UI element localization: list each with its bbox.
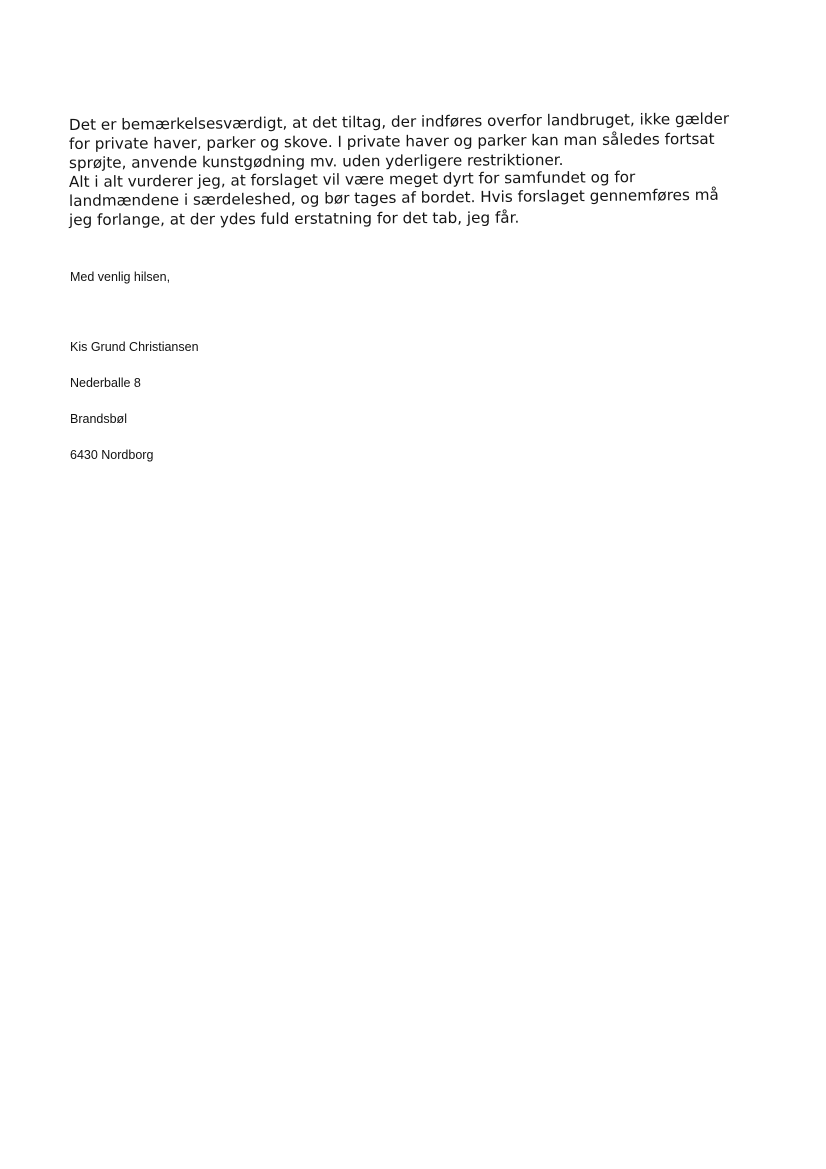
body-line: sprøjte, anvende kunstgødning mv. uden yderligere restriktioner.: [68, 150, 564, 172]
body-line: for private haver, parker og skove. I private haver og parker kan man således fortsat: [68, 129, 715, 153]
body-line: landmændene i særdeleshed, og bør tages af bordet. Hvis forslaget gennemføres må: [68, 185, 719, 210]
sender-name: Kis Grund Christiansen: [70, 340, 199, 354]
letter-body: [68, 109, 769, 230]
body-line: Alt i alt vurderer jeg, at forslaget vil være meget dyrt for samfundet og for: [68, 168, 636, 191]
closing-greeting: Med venlig hilsen,: [70, 270, 171, 284]
body-line: Det er bemærkelsesværdigt, at det tiltag, der indføres overfor landbruget, ikke gælder: [68, 109, 730, 134]
sender-street: Nederballe 8: [70, 376, 141, 390]
sender-town: Brandsbøl: [70, 412, 127, 426]
sender-postal-city: 6430 Nordborg: [70, 448, 154, 462]
body-line: jeg forlange, at der ydes fuld erstatning for det tab, jeg får.: [68, 208, 520, 229]
